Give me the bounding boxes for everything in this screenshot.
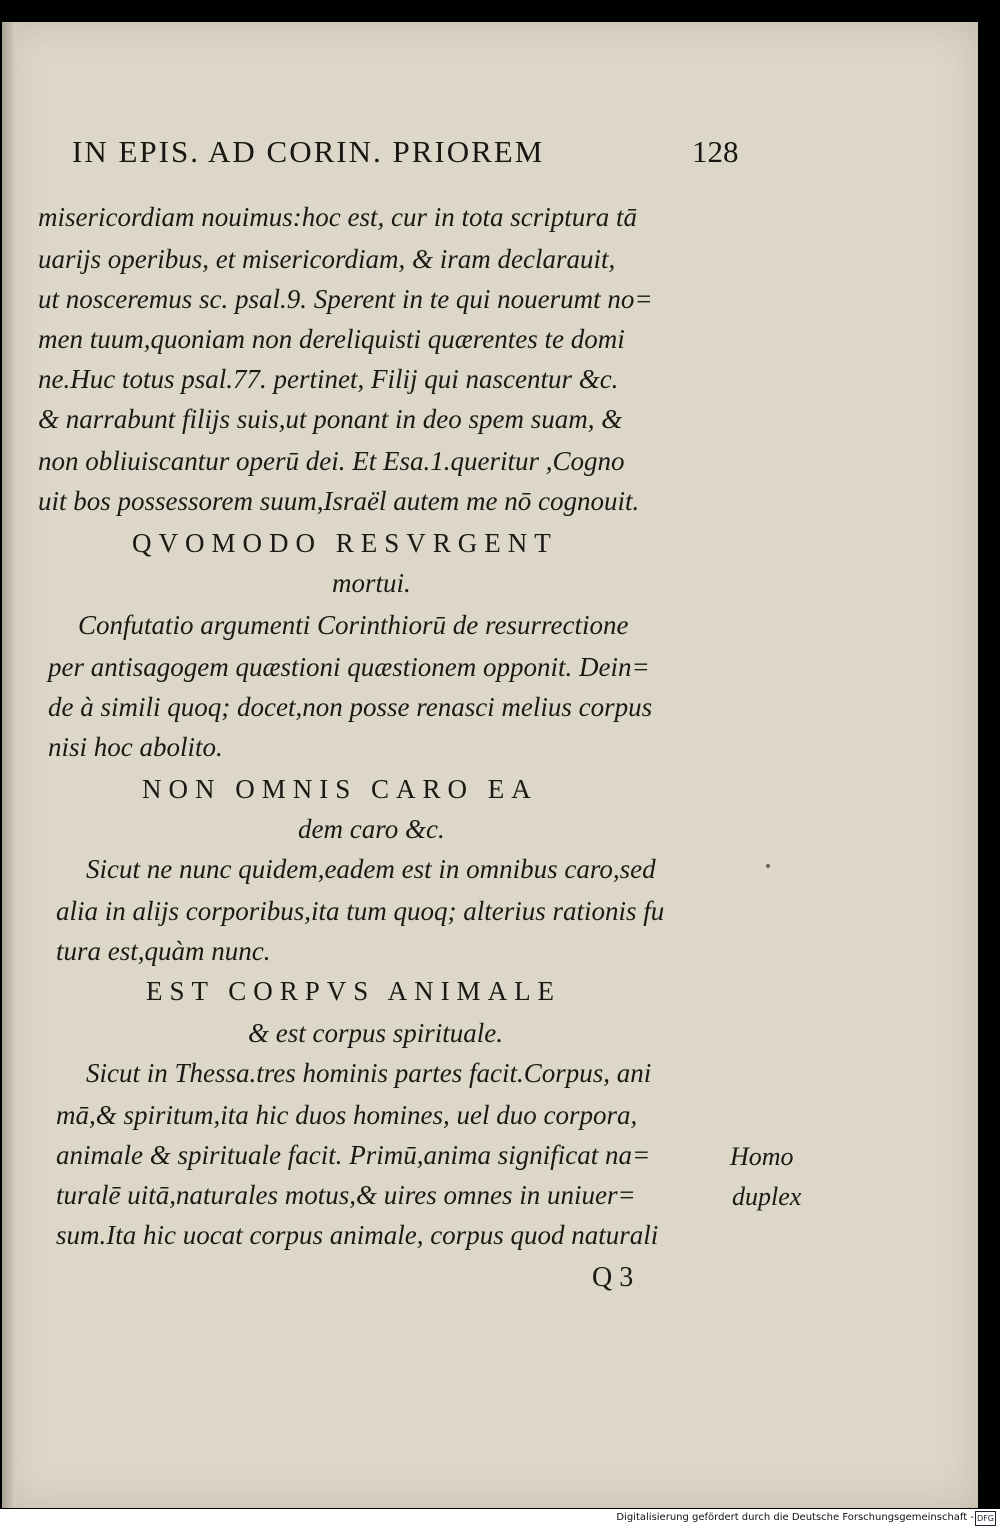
text-line: & narrabunt filijs suis,ut ponant in deo spem suam, & — [38, 404, 623, 434]
margin-note: duplex — [732, 1182, 802, 1211]
section-heading-continuation: & est corpus spirituale. — [248, 1018, 503, 1048]
text-line: ne.Huc totus psal.77. pertinet, Filij qui nascentur &c. — [38, 364, 619, 394]
text-line: Sicut ne nunc quidem,eadem est in omnibus caro,sed — [86, 854, 656, 884]
ink-speck — [766, 864, 770, 868]
text-line: tura est,quàm nunc. — [56, 936, 271, 966]
footer-credit: Digitalisierung gefördert durch die Deutsche Forschungsgemeinschaft - — [616, 1512, 974, 1523]
text-line: Confutatio argumenti Corinthiorū de resurrectione — [78, 610, 629, 640]
text-line: per antisagogem quæstioni quæstionem opponit. Dein= — [48, 652, 650, 682]
text-line: nisi hoc abolito. — [48, 732, 223, 762]
section-heading-continuation: mortui. — [332, 568, 411, 598]
page-number: 128 — [692, 134, 739, 169]
section-heading: NON OMNIS CARO EA — [142, 774, 538, 804]
section-heading: QVOMODO RESVRGENT — [132, 528, 558, 558]
text-line: turalē uitā,naturales motus,& uires omnes in uniuer= — [56, 1180, 636, 1210]
text-line: non obliuiscantur operū dei. Et Esa.1.queritur ,Cogno — [38, 446, 625, 476]
text-line: Sicut in Thessa.tres hominis partes facit.Corpus, ani — [86, 1058, 652, 1088]
text-line: alia in alijs corporibus,ita tum quoq; alterius rationis fu — [56, 896, 665, 926]
section-heading-continuation: dem caro &c. — [298, 814, 445, 844]
margin-note: Homo — [730, 1142, 794, 1171]
running-title: IN EPIS. AD CORIN. PRIOREM — [72, 134, 545, 169]
text-line: ut nosceremus sc. psal.9. Sperent in te qui nouerumt no= — [38, 284, 653, 314]
text-line: animale & spirituale facit. Primū,anima significat na= — [56, 1140, 651, 1170]
dfg-logo-icon: DFG — [975, 1511, 996, 1526]
text-line: sum.Ita hic uocat corpus animale, corpus quod naturali — [56, 1220, 659, 1250]
page-spine-shadow — [2, 22, 16, 1508]
text-line: men tuum,quoniam non dereliquisti quærentes te domi — [38, 324, 625, 354]
footer-bar — [0, 1509, 1000, 1527]
text-line: de à simili quoq; docet,non posse renasci melius corpus — [48, 692, 653, 722]
signature-mark: Q 3 — [592, 1262, 634, 1293]
text-line: uarijs operibus, et misericordiam, & iram declarauit, — [38, 244, 616, 274]
text-line: misericordiam nouimus:hoc est, cur in tota scriptura tā — [38, 202, 637, 232]
book-page — [2, 22, 978, 1508]
text-line: mā,& spiritum,ita hic duos homines, uel duo corpora, — [56, 1100, 638, 1130]
section-heading: EST CORPVS ANIMALE — [146, 976, 562, 1006]
text-line: uit bos possessorem suum,Israël autem me nō cognouit. — [38, 486, 640, 516]
running-header — [72, 134, 742, 174]
